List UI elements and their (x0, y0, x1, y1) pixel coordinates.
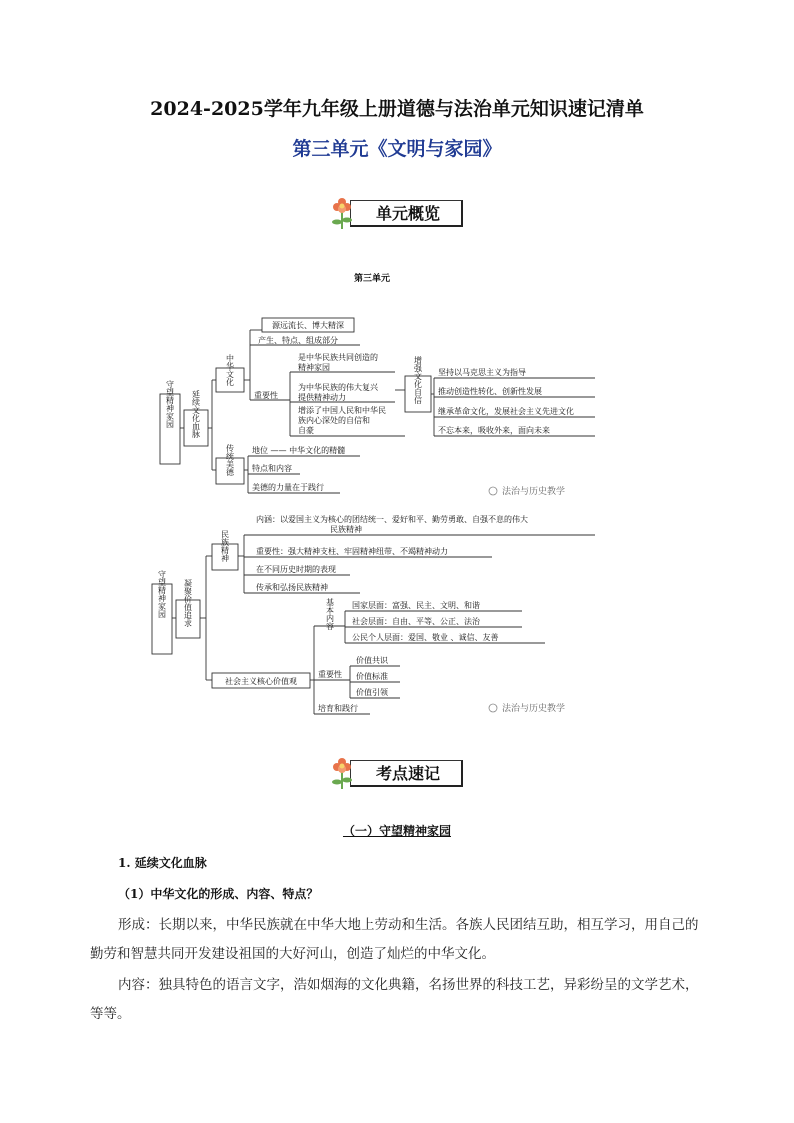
imp1-line2: 精神家园 (298, 363, 330, 372)
heading-2: （1）中华文化的形成、内容、特点？ (118, 887, 319, 901)
banner-key-points (330, 756, 460, 786)
core-imp3: 价值引领 (356, 688, 388, 697)
imp2-line2: 提供精神动力 (298, 393, 346, 402)
conf3: 继承革命文化，发展社会主义先进文化 (438, 407, 574, 416)
page-title: 2024-2025学年九年级上册道德与法治单元知识速记清单 (150, 98, 644, 120)
imp3-line2: 族内心深处的自信和 (298, 416, 370, 425)
map-unit-label: 第三单元 (353, 274, 391, 284)
section-heading-text: （一）守望精神家园 (342, 824, 451, 838)
banner-key-points-label: 考点速记 (375, 764, 440, 783)
spirit1-line2: 民族精神 (330, 525, 362, 534)
conf4: 不忘本来，吸收外来，面向未来 (438, 426, 550, 435)
imp3-line3: 自豪 (298, 426, 314, 435)
branch-b-label: 凝聚价值追求 (183, 579, 193, 627)
root-label-1: 守望精神家园 (165, 380, 175, 428)
spirit1-line1: 内涵：以爱国主义为核心的团结统一、爱好和平、勤劳勇敢、自强不息的伟大 (256, 515, 528, 524)
imp2-line1: 为中华民族的伟大复兴 (298, 383, 378, 392)
branch-a-label: 延续文化血脉 (191, 390, 201, 438)
core-imp1: 价值共识 (356, 656, 388, 665)
conf1: 坚持以马克思主义为指导 (438, 368, 526, 377)
section-heading (0, 822, 794, 839)
core-importance-label: 重要性 (318, 670, 342, 679)
heading-1: 1. 延续文化血脉 (118, 856, 207, 870)
basic-label: 基本内容 (325, 598, 335, 630)
paragraph-content: 内容：独具特色的语言文字，浩如烟海的文化典籍，名扬世界的科技工艺，异彩纷呈的文学艺术，等等。 (90, 977, 699, 1022)
confidence-label: 增强文化自信 (413, 356, 423, 404)
watermark-text-1: 法治与历史教学 (502, 487, 566, 497)
imp1-line1: 是中华民族共同创造的 (298, 353, 378, 362)
origin-box-text: 源远流长、博大精深 (272, 321, 344, 330)
virtue3: 美德的力量在于践行 (252, 483, 324, 492)
core-label: 社会主义核心价值观 (225, 677, 297, 686)
imp3-line1: 增添了中国人民和中华民 (298, 406, 386, 415)
unit-subtitle: 第三单元《文明与家园》 (292, 138, 502, 160)
spirit-label: 民族精神 (220, 530, 230, 562)
conf2: 推动创造性转化、创新性发展 (438, 387, 542, 396)
virtue1: 地位 —— 中华文化的精髓 (252, 446, 346, 455)
basic1: 国家层面：富强、民主、文明、和谐 (352, 601, 480, 610)
spirit4: 传承和弘扬民族精神 (256, 583, 328, 592)
practice-label: 培育和践行 (318, 704, 358, 713)
basic3: 公民个人层面：爱国、敬业 、诚信、友善 (352, 633, 499, 642)
virtue-label: 传统美德 (225, 444, 235, 476)
origin-leaf: 产生、特点、组成部分 (258, 336, 338, 345)
spirit3: 在不同历史时期的表现 (256, 565, 336, 574)
zhonghua-label: 中华文化 (225, 354, 235, 386)
spirit2: 重要性：强大精神支柱、牢固精神纽带、不竭精神动力 (256, 547, 448, 556)
watermark-1 (489, 485, 565, 497)
wechat-icon (489, 704, 497, 712)
importance-label: 重要性 (254, 391, 278, 400)
banner-overview-label: 单元概览 (375, 204, 440, 223)
paragraph-formation: 形成：长期以来，中华民族就在中华大地上劳动和生活。各族人民团结互助，相互学习，用自己的勤劳和智慧共同开发建设祖国的大好河山，创造了灿烂的中华文化。 (90, 917, 699, 962)
basic2: 社会层面：自由、平等、公正、法治 (352, 617, 480, 626)
virtue2: 特点和内容 (252, 464, 292, 473)
root-label-2: 守望精神家园 (157, 570, 167, 618)
wechat-icon (489, 487, 497, 495)
watermark-2 (489, 702, 565, 714)
core-imp2: 价值标准 (356, 672, 388, 681)
watermark-text-2: 法治与历史教学 (502, 704, 566, 714)
